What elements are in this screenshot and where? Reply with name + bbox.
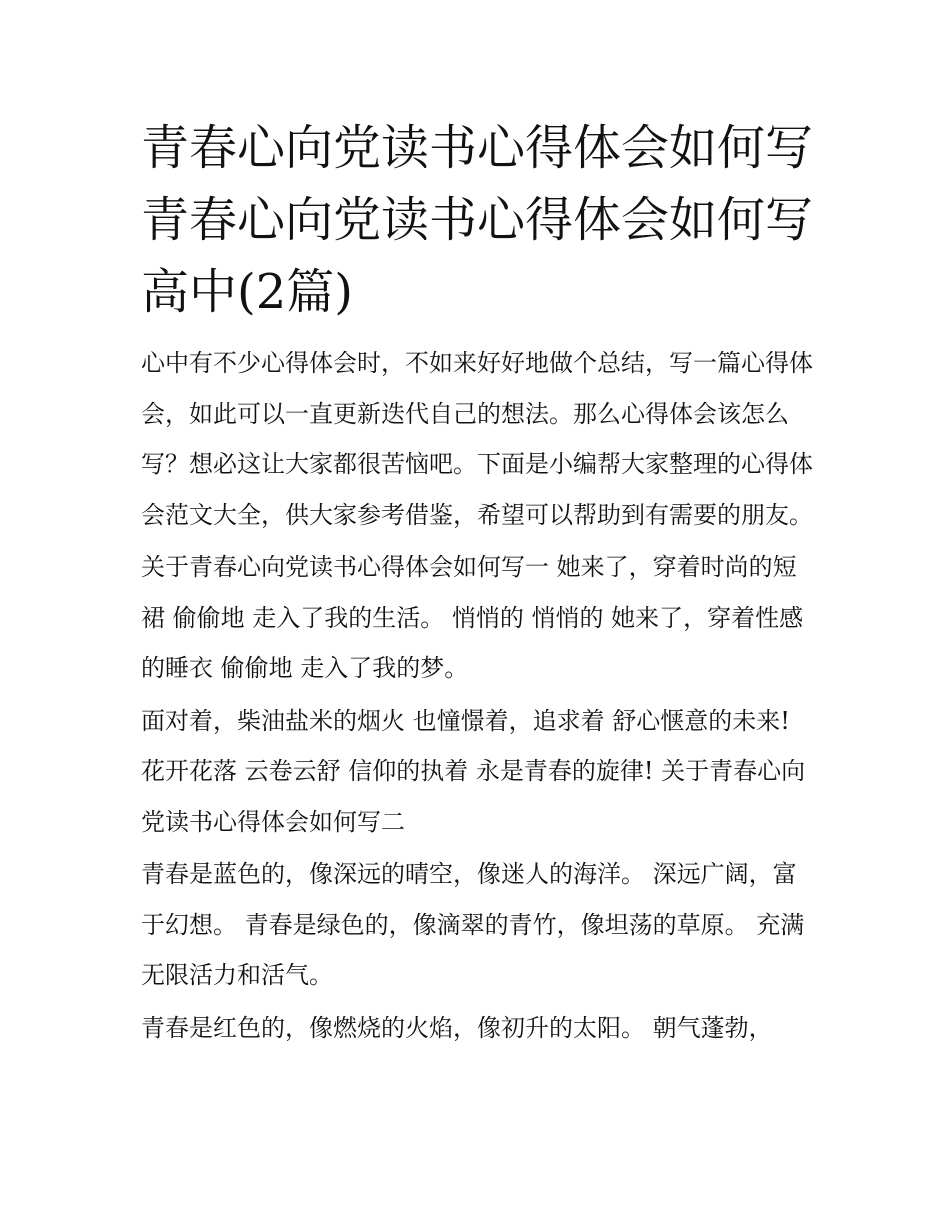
paragraph-essay-one: 关于青春心向党读书心得体会如何写一 她来了，穿着时尚的短裙 偷偷地 走入了我的生活。 悄悄的 悄悄的 她来了，穿着性感的睡衣 偷偷地 走入了我的梦。 bbox=[141, 553, 804, 682]
paragraph-essay-one-continued: 面对着，柴油盐米的烟火 也憧憬着，追求着 舒心惬意的未来! 花开花落 云卷云舒 信仰的执着 永是青春的旋律! 关于青春心向党读书心得体会如何写二 bbox=[141, 706, 806, 836]
paragraph-essay-two-blue: 青春是蓝色的，像深远的晴空，像迷人的海洋。 深远广阔，富于幻想。 青春是绿色的，像滴翠的青竹，像坦荡的草原。 充满无限活力和活气。 bbox=[141, 860, 805, 989]
paragraph-essay-two-red: 青春是红色的，像燃烧的火焰，像初升的太阳。 朝气蓬勃， bbox=[141, 1013, 773, 1042]
document-title: 青春心向党读书心得体会如何写 青春心向党读书心得体会如何写高中(2篇) bbox=[141, 120, 814, 320]
document-body bbox=[141, 112, 813, 1055]
paragraph-intro: 心中有不少心得体会时，不如来好好地做个总结，写一篇心得体会，如此可以一直更新迭代自己的想法。那么心得体会该怎么写？想必这让大家都很苦恼吧。下面是小编帮大家整理的心得体会范文大全，供大家参考借鉴，希望可以帮助到有需要的朋友。 bbox=[141, 349, 813, 529]
